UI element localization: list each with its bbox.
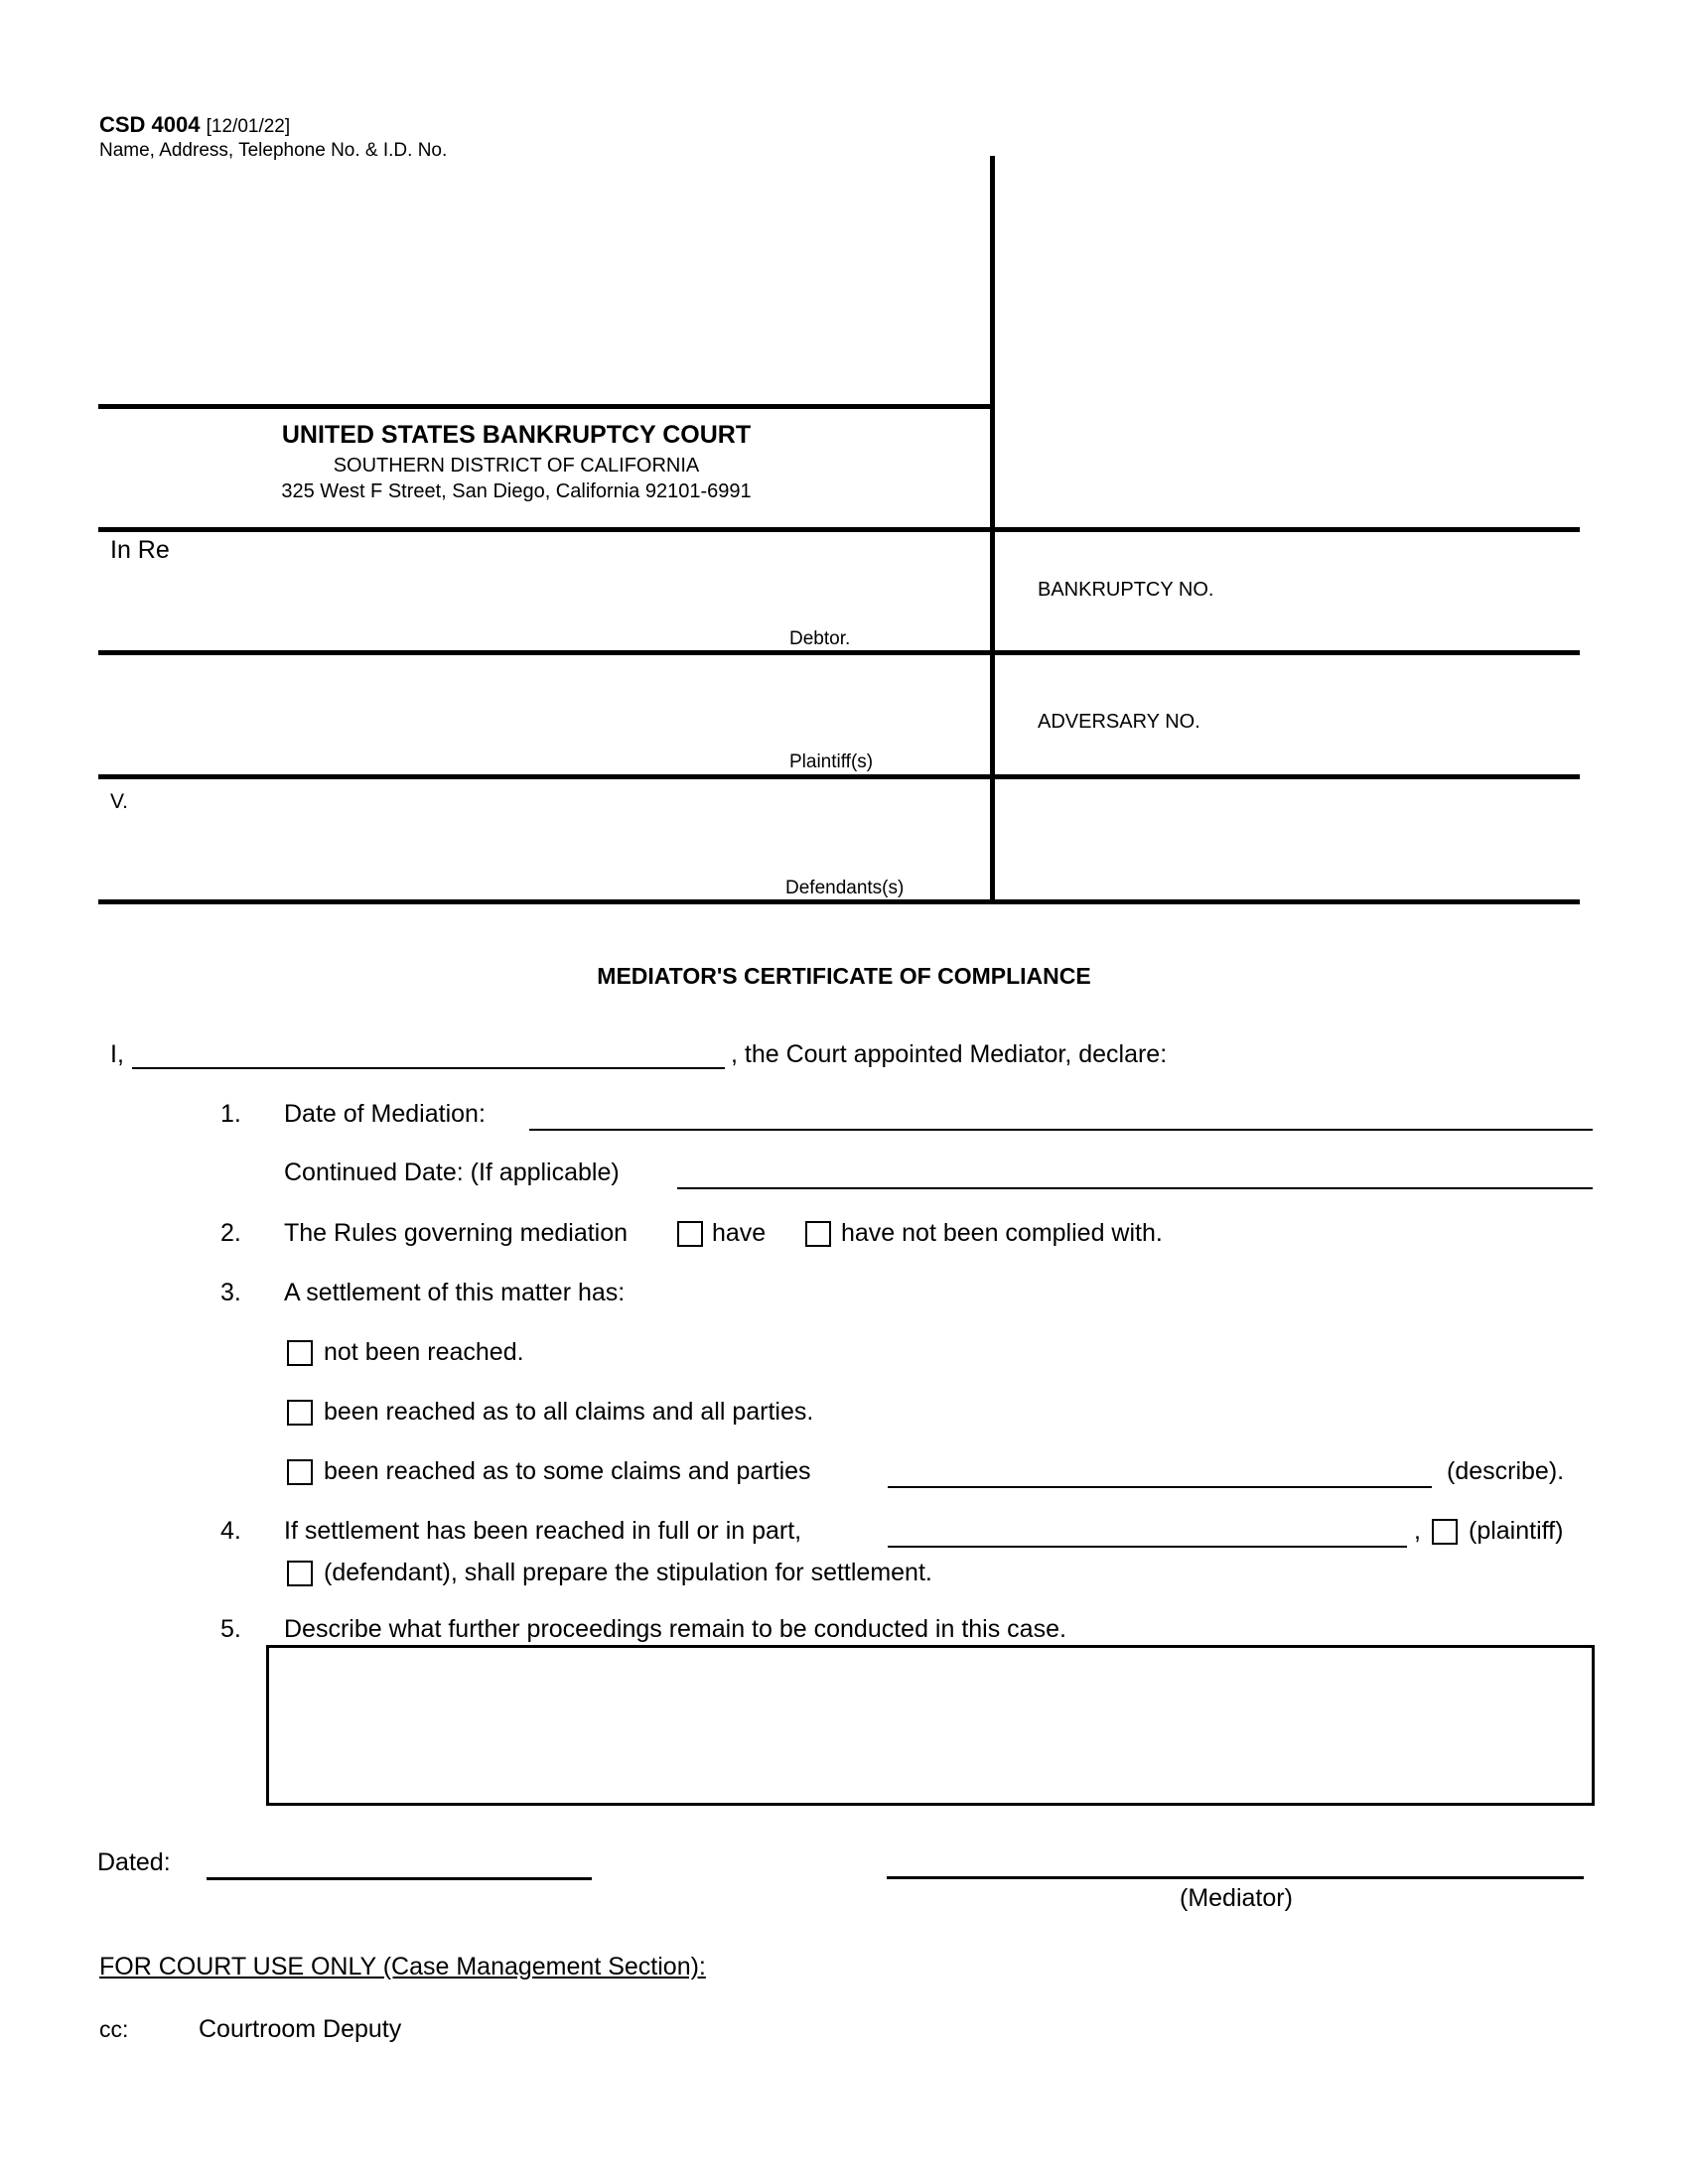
- in-re-top-rule: [98, 527, 1580, 532]
- court-address: 325 West F Street, San Diego, California 92101-6991: [281, 480, 752, 502]
- adversary-no-label: ADVERSARY NO.: [1038, 711, 1200, 733]
- bankruptcy-no-label: BANKRUPTCY NO.: [1038, 579, 1214, 601]
- if-settlement-label: If settlement has been reached in full or in part,: [284, 1517, 802, 1545]
- some-claims-checkbox[interactable]: [287, 1459, 313, 1485]
- mediator-label: (Mediator): [1180, 1884, 1293, 1912]
- all-claims-checkbox[interactable]: [287, 1400, 313, 1426]
- further-proceedings-box[interactable]: [266, 1645, 1595, 1806]
- plaintiff-checkbox[interactable]: [1432, 1519, 1458, 1545]
- plaintiff-bottom-rule: [98, 774, 1580, 779]
- plaintiff-option-label: (plaintiff): [1469, 1517, 1564, 1545]
- court-name: UNITED STATES BANKRUPTCY COURT: [281, 421, 752, 449]
- settlement-text: A settlement of this matter has:: [284, 1279, 626, 1306]
- cc-label: cc:: [99, 2016, 129, 2042]
- continued-date-field[interactable]: [677, 1187, 1593, 1189]
- dated-field[interactable]: [207, 1877, 592, 1880]
- have-not-checkbox[interactable]: [805, 1221, 831, 1247]
- form-id: CSD 4004: [99, 112, 201, 137]
- dated-label: Dated:: [97, 1848, 171, 1876]
- versus-label: V.: [110, 790, 128, 813]
- debtor-label: Debtor.: [789, 628, 851, 649]
- item-4-number: 4.: [220, 1517, 241, 1545]
- plaintiff-label: Plaintiff(s): [789, 751, 874, 772]
- defendant-checkbox[interactable]: [287, 1561, 313, 1586]
- describe-label: (describe).: [1447, 1457, 1565, 1485]
- court-district: SOUTHERN DISTRICT OF CALIFORNIA: [333, 455, 700, 477]
- not-reached-label: not been reached.: [324, 1338, 524, 1366]
- item-5-number: 5.: [220, 1615, 241, 1643]
- in-re-label: In Re: [110, 536, 170, 564]
- mediator-name-field[interactable]: [132, 1067, 725, 1069]
- caption-bottom-rule: [98, 899, 1580, 904]
- some-claims-label: been reached as to some claims and parties: [324, 1457, 811, 1485]
- court-box-top-rule: [98, 404, 992, 409]
- item-1-number: 1.: [220, 1100, 241, 1128]
- item-3-number: 3.: [220, 1279, 241, 1306]
- declaration-suffix: , the Court appointed Mediator, declare:: [731, 1040, 1168, 1068]
- filer-label: Name, Address, Telephone No. & I.D. No.: [99, 140, 448, 161]
- have-label: have: [712, 1219, 767, 1247]
- not-reached-checkbox[interactable]: [287, 1340, 313, 1366]
- form-id-line: [99, 112, 290, 138]
- form-title: MEDIATOR'S CERTIFICATE OF COMPLIANCE: [597, 963, 1091, 989]
- all-claims-label: been reached as to all claims and all parties.: [324, 1398, 814, 1426]
- item-2-number: 2.: [220, 1219, 241, 1247]
- declaration-prefix: I,: [110, 1040, 124, 1068]
- court-use-heading: FOR COURT USE ONLY (Case Management Section):: [99, 1953, 706, 1980]
- mediator-signature-field[interactable]: [887, 1876, 1584, 1879]
- party-name-field[interactable]: [888, 1546, 1407, 1548]
- have-checkbox[interactable]: [677, 1221, 703, 1247]
- continued-date-label: Continued Date: (If applicable): [284, 1159, 620, 1186]
- have-not-label: have not been complied with.: [841, 1219, 1163, 1247]
- cc-value: Courtroom Deputy: [199, 2015, 402, 2043]
- further-proceedings-label: Describe what further proceedings remain to be conducted in this case.: [284, 1615, 1066, 1643]
- form-date: [12/01/22]: [206, 116, 291, 137]
- defendants-label: Defendants(s): [785, 878, 905, 898]
- debtor-bottom-rule: [98, 650, 1580, 655]
- some-claims-describe-field[interactable]: [888, 1486, 1432, 1488]
- date-of-mediation-label: Date of Mediation:: [284, 1100, 486, 1128]
- comma: ,: [1414, 1517, 1421, 1545]
- defendant-option-label: (defendant), shall prepare the stipulation for settlement.: [324, 1559, 932, 1586]
- rules-text: The Rules governing mediation: [284, 1219, 629, 1247]
- date-of-mediation-field[interactable]: [529, 1129, 1593, 1131]
